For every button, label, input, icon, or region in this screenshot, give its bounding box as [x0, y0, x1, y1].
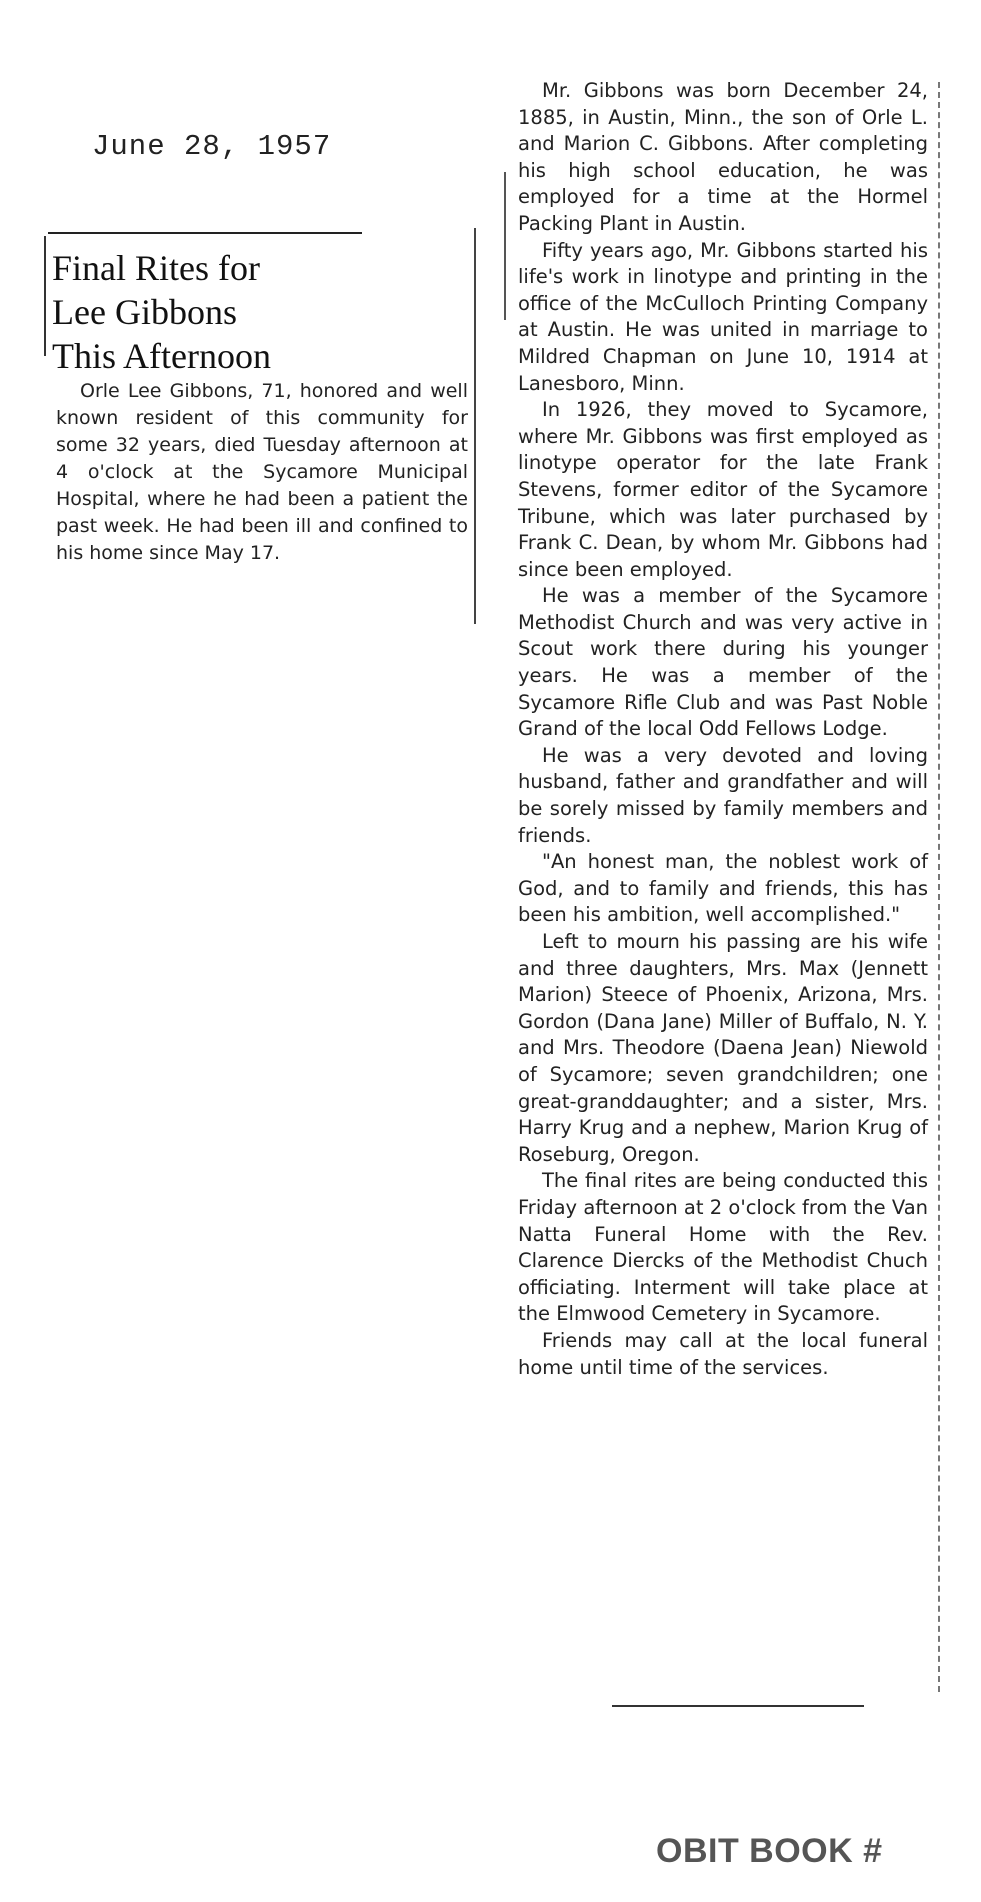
column-divider-rule: [474, 228, 476, 624]
article-headline: [52, 246, 452, 378]
lead-paragraph: Orle Lee Gibbons, 71, honored and well known resident of this community for some 32 years, died Tuesday afternoon at 4 o'clock at the Sycamore Municipal Hospital, where he had been a patient the past week. He had been ill and confined to his home since May 17.: [56, 380, 468, 564]
article-header-block: [44, 232, 468, 624]
right-column-edge-rule: [938, 82, 940, 1692]
headline-left-rule: [44, 236, 46, 356]
body-paragraph-birth: Mr. Gibbons was born December 24, 1885, in Austin, Minn., the son of Orle L. and Marion C. Gibbons. After completing his high school education, he was employed for a time at the Hormel Packing Plant in Austin.: [518, 79, 928, 235]
headline-line-2: Lee Gibbons: [52, 292, 237, 332]
article-body-column: [518, 78, 928, 1381]
clipping-date: June 28, 1957: [92, 130, 332, 163]
right-column-left-rule: [504, 172, 506, 320]
body-paragraph-final-rites: The final rites are being conducted this Friday afternoon at 2 o'clock from the Van Natta Funeral Home with the Rev. Clarence Diercks of the Methodist Chuch officiating. Interment will take place at the Elmwood Cemetery in Sycamore.: [518, 1169, 928, 1326]
body-paragraph-visitation: Friends may call at the local funeral home until time of the services.: [518, 1328, 928, 1379]
headline-top-rule: [48, 232, 362, 234]
body-paragraph-career: Fifty years ago, Mr. Gibbons started his life's work in linotype and printing in the office of the McCulloch Printing Company at Austin. He was united in marriage to Mildred Chapman on June 10, 1914 at Lanesboro, Minn.: [518, 238, 928, 395]
body-paragraph-sycamore: In 1926, they moved to Sycamore, where Mr. Gibbons was first employed as linotype operator for the late Frank Stevens, former editor of the Sycamore Tribune, which was later purchased by Frank C. Dean, by whom Mr. Gibbons had since been employed.: [518, 398, 928, 581]
body-paragraph-survivors: Left to mourn his passing are his wife and three daughters, Mrs. Max (Jennett Marion) Steece of Phoenix, Arizona, Mrs. Gordon (Dana Jane) Miller of Buffalo, N. Y. and Mrs. Theodore (Daena Jean) Niewold of Sycamore; seven grandchildren; one great-granddaughter; and a sister, Mrs. Harry Krug and a nephew, Marion Krug of Roseburg, Oregon.: [518, 930, 928, 1166]
body-paragraph-memberships: He was a member of the Sycamore Methodist Church and was very active in Scout work there during his younger years. He was a member of the Sycamore Rifle Club and was Past Noble Grand of the local Odd Fellows Lodge.: [518, 584, 928, 741]
article-end-rule: [612, 1705, 864, 1707]
headline-line-1: Final Rites for: [52, 248, 260, 288]
headline-line-3: This Afternoon: [52, 336, 271, 376]
body-paragraph-family-man: He was a very devoted and loving husband, father and grandfather and will be sorely missed by family members and friends.: [518, 743, 928, 847]
body-paragraph-quote: "An honest man, the noblest work of God, and to family and friends, this has been his ambition, well accomplished.": [518, 850, 928, 927]
obit-book-stamp: OBIT BOOK #: [656, 1832, 883, 1870]
